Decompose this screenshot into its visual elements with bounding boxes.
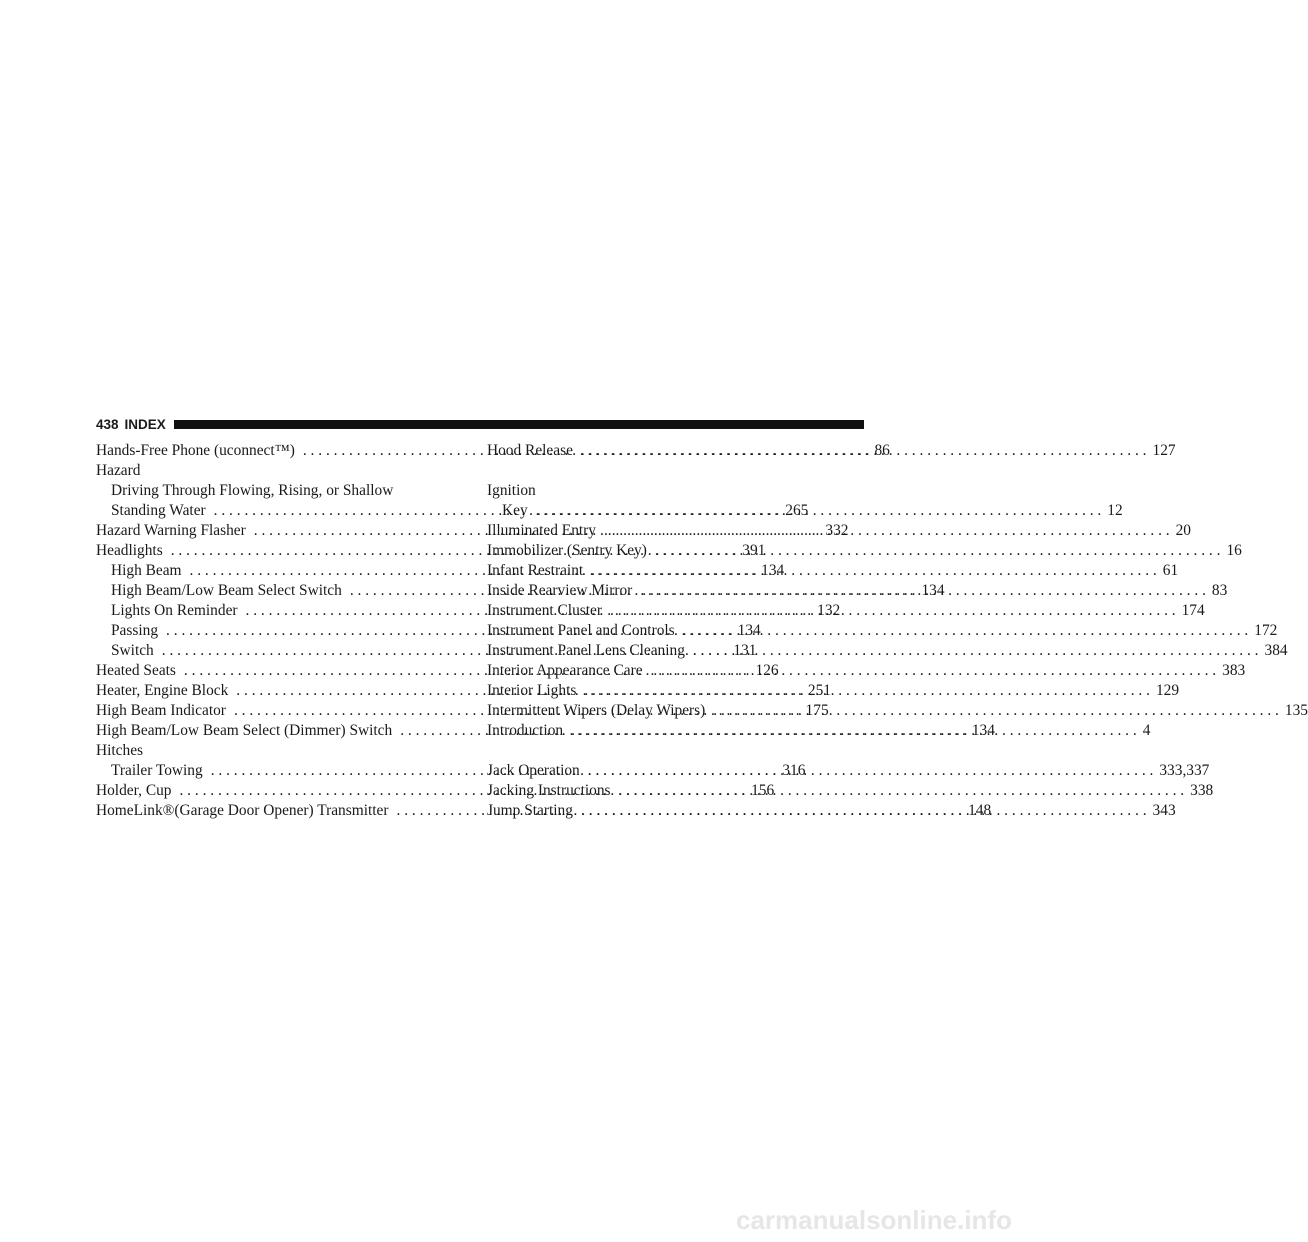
dot-leader <box>604 521 1170 541</box>
index-entry <box>487 681 1180 701</box>
entry-page: 148 <box>968 802 992 819</box>
index-entry <box>487 621 1278 641</box>
entry-text: Heated Seats <box>96 662 176 679</box>
entry-page: 134 <box>921 582 945 599</box>
section-title: INDEX <box>124 417 166 432</box>
entry-text: Passing <box>111 622 159 639</box>
entry-page: 384 <box>1264 642 1288 659</box>
entry-text: Key <box>502 502 528 519</box>
entry-page: 134 <box>737 622 761 639</box>
entry-text: Infant Restraint <box>487 562 584 579</box>
entry-text: Headlights <box>96 542 163 559</box>
dot-leader <box>713 701 1279 721</box>
entry-page: 134 <box>761 562 785 579</box>
index-heading <box>96 461 473 481</box>
entry-page: 172 <box>1254 622 1278 639</box>
entry-text: Holder, Cup <box>96 782 172 799</box>
entry-text: Instrument Panel and Controls <box>487 622 675 639</box>
entry-page: 83 <box>1211 582 1228 599</box>
entry-page: 126 <box>755 662 779 679</box>
entry-text: Jacking Instructions <box>487 782 611 799</box>
entry-page: 20 <box>1175 522 1191 539</box>
entry-text: Hitches <box>96 742 144 759</box>
site-watermark: carmanualsonline.info <box>736 1205 1012 1235</box>
entry-page: 391 <box>742 542 766 559</box>
entry-text: Jack Operation <box>487 762 580 779</box>
entry-text: Lights On Reminder <box>111 602 238 619</box>
entry-text: Hands-Free Phone (uconnect™) <box>96 442 295 459</box>
entry-text: Trailer Towing <box>111 762 203 779</box>
index-entry <box>487 541 1242 561</box>
entry-text: High Beam Indicator <box>96 702 226 719</box>
entry-page: 156 <box>751 782 775 799</box>
dot-leader <box>655 541 1221 561</box>
entry-page: 4 <box>1142 722 1151 739</box>
index-entry <box>487 561 1179 581</box>
entry-text: Driving Through Flowing, Rising, or Shallow <box>111 482 394 499</box>
entry-text: High Beam <box>111 562 182 579</box>
entry-text: High Beam/Low Beam Select Switch <box>111 582 342 599</box>
entry-page: 174 <box>1181 602 1205 619</box>
index-entry <box>487 701 1308 721</box>
dot-leader <box>619 781 1185 801</box>
entry-text: Standing Water <box>111 502 206 519</box>
dot-leader <box>581 441 1147 461</box>
entry-page: 132 <box>817 602 841 619</box>
dot-leader <box>588 761 1154 781</box>
dot-leader <box>610 601 1176 621</box>
entry-text: Ignition <box>487 482 536 499</box>
index-heading <box>96 741 473 761</box>
entry-page: 12 <box>1107 502 1123 519</box>
index-entry <box>487 641 1288 661</box>
entry-page: 333,337 <box>1159 762 1210 779</box>
entry-text: Hood Release <box>487 442 573 459</box>
entry-page: 175 <box>805 702 829 719</box>
entry-page: 383 <box>1222 662 1246 679</box>
dot-leader <box>693 641 1259 661</box>
dot-leader <box>591 561 1157 581</box>
entry-text: Illuminated Entry <box>487 522 596 539</box>
entry-page: 251 <box>807 682 831 699</box>
entry-text: Interior Appearance Care <box>487 662 643 679</box>
entry-text: Switch <box>111 642 154 659</box>
entry-page: 316 <box>782 762 806 779</box>
entry-page: 129 <box>1155 682 1180 699</box>
entry-page: 343 <box>1152 802 1176 819</box>
entry-page: 134 <box>971 722 995 739</box>
entry-page: 16 <box>1226 542 1242 559</box>
entry-text: Introduction <box>487 722 564 739</box>
entry-text: Inside Rearview Mirror <box>487 582 633 599</box>
dot-leader <box>584 681 1150 701</box>
entry-page: 332 <box>825 522 849 539</box>
entry-text: Immobilizer (Sentry Key) <box>487 542 647 559</box>
entry-text: Intermittent Wipers (Delay Wipers) <box>487 702 706 719</box>
index-subentry <box>487 501 1123 521</box>
dot-leader <box>571 721 1137 741</box>
entry-page: 135 <box>1284 702 1308 719</box>
dot-leader <box>640 581 1206 601</box>
dot-leader <box>536 501 1102 521</box>
index-entry <box>487 661 1246 681</box>
index-entry <box>487 521 1191 541</box>
index-entry <box>487 761 1210 781</box>
entry-text: Hazard <box>96 462 141 479</box>
index-entry <box>487 601 1205 621</box>
entry-page: 265 <box>785 502 809 519</box>
dot-leader <box>581 801 1147 821</box>
entry-page: 127 <box>1152 442 1176 459</box>
page-header <box>96 416 864 433</box>
header-rule <box>174 420 864 429</box>
entry-text: Instrument Cluster <box>487 602 602 619</box>
entry-text: HomeLink®(Garage Door Opener) Transmitter <box>96 802 389 819</box>
entry-page: 61 <box>1162 562 1179 579</box>
entry-text: Hazard Warning Flasher <box>96 522 246 539</box>
dot-leader <box>683 621 1249 641</box>
entry-text: High Beam/Low Beam Select (Dimmer) Switch <box>96 722 393 739</box>
entry-text: Instrument Panel Lens Cleaning <box>487 642 685 659</box>
index-entry <box>487 781 1214 801</box>
index-subentry <box>96 481 473 501</box>
entry-page: 338 <box>1190 782 1214 799</box>
entry-text: Heater, Engine Block <box>96 682 229 699</box>
entry-text: Jump Starting <box>487 802 573 819</box>
index-heading <box>487 481 864 501</box>
entry-page: 131 <box>733 642 757 659</box>
dot-leader <box>651 661 1217 681</box>
page-number: 438 <box>96 417 119 432</box>
entry-page: 86 <box>874 442 890 459</box>
entry-text: Interior Lights <box>487 682 577 699</box>
